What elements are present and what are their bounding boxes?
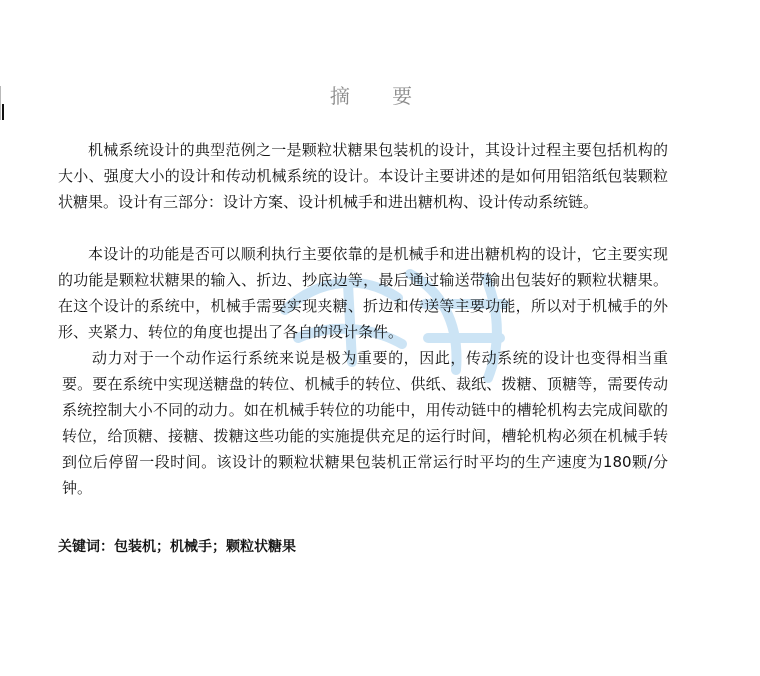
page-title: 摘 要 [329,84,431,108]
paragraph-1: 机械系统设计的典型范例之一是颗粒状糖果包装机的设计，其设计过程主要包括机构的大小、强度大小的设计和传动机械系统的设计。本设计主要讲述的是如何用铝箔纸包装颗粒状糖果。设计有三部分：设计方案、设计机械手和进出糖机构、设计传动系统链。 [58,141,668,211]
paragraph-3: 动力对于一个动作运行系统来说是极为重要的，因此，传动系统的设计也变得相当重要。要在系统中实现送糖盘的转位、机械手的转位、供纸、裁纸、拨糖、顶糖等，需要传动系统控制大小不同的动力。如在机械手转位的功能中，用传动链中的槽轮机构去完成间歇的转位，给顶糖、接糖、拨糖这些功能的实施提供充足的运行时间，槽轮机构必须在机械手转到位后停留一段时间。该设计的颗粒状糖果包装机正常运行时平均的生产速度为180颗/分钟。 [62,349,668,497]
keywords-line: 关键词：包装机；机械手；颗粒状糖果 [58,539,296,555]
paragraph-2: 本设计的功能是否可以顺利执行主要依靠的是机械手和进出糖机构的设计，它主要实现的功能是颗粒状糖果的输入、折边、抄底边等，最后通过输送带输出包装好的颗粒状糖果。在这个设计的系统中，机械手需要实现夹糖、折边和传送等主要功能，所以对于机械手的外形、夹紧力、转位的角度也提出了各自的设计条件。 [58,245,668,341]
